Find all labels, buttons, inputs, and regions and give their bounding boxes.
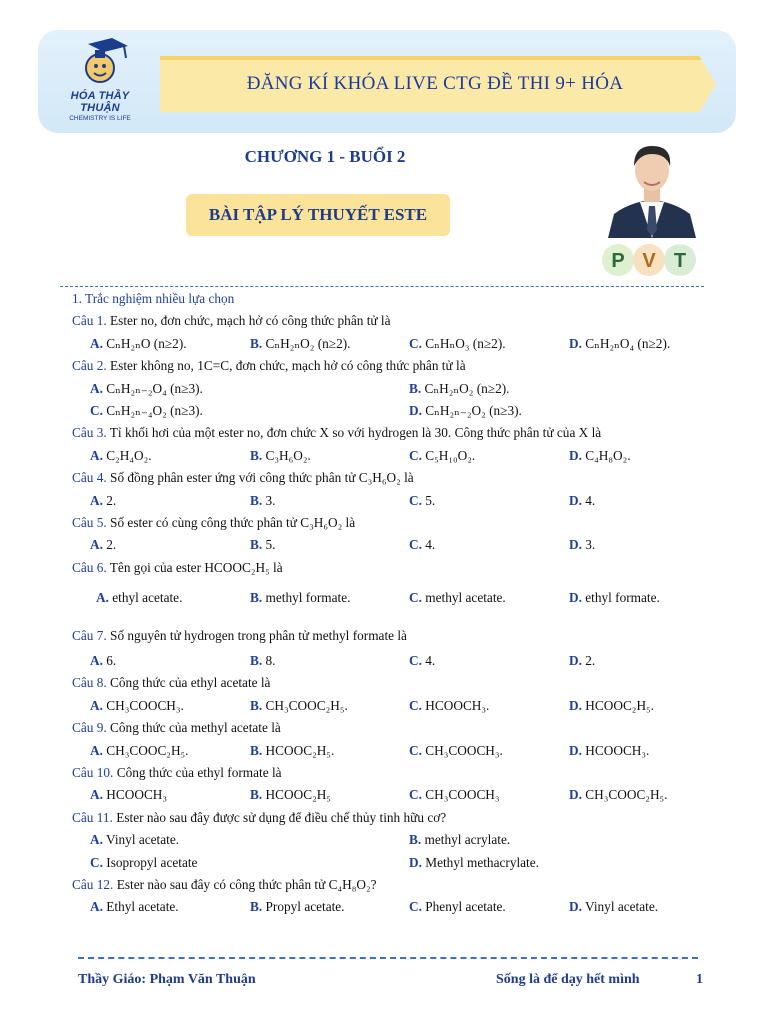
page-number: 1 xyxy=(696,972,703,987)
option-a: A. Ethyl acetate. xyxy=(90,899,179,915)
question-number: Câu 3. xyxy=(72,425,107,441)
question-6 xyxy=(72,557,712,579)
option-c: C. 5. xyxy=(409,492,436,508)
option-d: D. 2. xyxy=(569,653,596,669)
question-11 xyxy=(72,807,712,829)
pvt-letter-v: V xyxy=(642,250,656,272)
options-row xyxy=(72,896,712,918)
footer-teacher: Thầy Giáo: Phạm Văn Thuận xyxy=(78,972,256,987)
question-8 xyxy=(72,672,712,694)
question-text: Công thức của methyl acetate là xyxy=(106,720,281,736)
question-number: Câu 1. xyxy=(72,313,107,329)
options-row xyxy=(72,400,712,422)
question-1 xyxy=(72,310,712,332)
option-b: B. HCOOC₂H₅ xyxy=(250,787,331,803)
option-d: D. Vinyl acetate. xyxy=(569,899,659,915)
question-text: Ester no, đơn chức, mạch hở có công thức phân tử là xyxy=(106,313,391,329)
lesson-heading: BÀI TẬP LÝ THUYẾT ESTE xyxy=(208,205,428,224)
question-number: Câu 12. xyxy=(72,876,114,892)
question-text: Tỉ khối hơi của một ester no, đơn chức X so với hydrogen là 30. Công thức phân tử của X là xyxy=(106,425,602,441)
option-a: A. Vinyl acetate. xyxy=(90,832,180,848)
option-a: A. CH₃COOC₂H₅. xyxy=(90,742,189,758)
option-a: A. ethyl acetate. xyxy=(96,590,183,606)
question-text: Số đồng phân ester ứng với công thức phân tử C₃H₆O₂ là xyxy=(106,470,414,486)
option-c: C. CH₃COOCH₃ xyxy=(409,787,500,803)
options-row xyxy=(72,784,712,806)
question-number: Câu 11. xyxy=(72,809,113,825)
question-text: Công thức của ethyl formate là xyxy=(113,765,282,781)
question-4 xyxy=(72,467,712,489)
option-c: C. 4. xyxy=(409,537,436,553)
logo xyxy=(52,90,148,122)
options-row xyxy=(72,829,712,851)
options-row xyxy=(72,650,712,672)
option-c: C. Phenyl acetate. xyxy=(409,899,506,915)
option-d: D. Methyl methacrylate. xyxy=(409,854,539,870)
option-b: B. methyl formate. xyxy=(250,590,351,606)
option-c: C. CₙHₙO₃ (n≥2). xyxy=(409,335,506,351)
option-c: C. CₙH₂ₙ₋₄O₂ (n≥3). xyxy=(90,402,203,418)
options-row xyxy=(72,695,712,717)
pvt-letter-p: P xyxy=(611,250,625,272)
option-c: C. CH₃COOCH₃. xyxy=(409,742,503,758)
page-title: ĐĂNG KÍ KHÓA LIVE CTG ĐỀ THI 9+ HÓA xyxy=(246,73,624,94)
section-title: 1. Trắc nghiệm nhiều lựa chọn xyxy=(72,291,235,306)
logo-tagline: CHEMISTRY IS LIFE xyxy=(69,115,131,122)
question-text: Số ester có cùng công thức phân tử C₃H₆O₂ là xyxy=(106,514,356,530)
option-d: D. CₙH₂ₙ₋₂O₂ (n≥3). xyxy=(409,402,522,418)
option-d: D. 3. xyxy=(569,537,596,553)
question-3 xyxy=(72,422,712,444)
option-a: A. 2. xyxy=(90,537,117,553)
question-number: Câu 10. xyxy=(72,765,114,781)
option-b: B. CH₃COOC₂H₅. xyxy=(250,697,348,713)
option-b: B. CₙH₂ₙO₂ (n≥2). xyxy=(409,380,510,396)
options-row xyxy=(72,579,712,617)
question-2 xyxy=(72,355,712,377)
question-text: Tên gọi của ester HCOOC₂H₅ là xyxy=(106,559,283,575)
option-c: C. methyl acetate. xyxy=(409,590,506,606)
option-a: A. 6. xyxy=(90,653,117,669)
question-number: Câu 9. xyxy=(72,720,107,736)
option-b: B. C₃H₆O₂. xyxy=(250,447,311,463)
option-b: B. methyl acrylate. xyxy=(409,832,511,848)
options-row xyxy=(72,378,712,400)
option-d: D. CH₃COOC₂H₅. xyxy=(569,787,668,803)
question-number: Câu 6. xyxy=(72,559,107,575)
options-row xyxy=(72,852,712,874)
question-9 xyxy=(72,717,712,739)
options-row xyxy=(72,490,712,512)
question-text: Công thức của ethyl acetate là xyxy=(106,675,271,691)
option-b: B. HCOOC₂H₅. xyxy=(250,742,335,758)
options-row xyxy=(72,740,712,762)
question-7 xyxy=(72,617,712,644)
question-number: Câu 8. xyxy=(72,675,107,691)
option-d: D. 4. xyxy=(569,492,596,508)
options-row xyxy=(72,445,712,467)
option-c: C. C₅H₁₀O₂. xyxy=(409,447,476,463)
option-d: D. HCOOCH₃. xyxy=(569,742,650,758)
question-5 xyxy=(72,512,712,534)
option-a: A. CₙH₂ₙO (n≥2). xyxy=(90,335,187,351)
option-a: A. HCOOCH₃ xyxy=(90,787,168,803)
options-row xyxy=(72,534,712,556)
footer-slogan: Sống là để dạy hết mình xyxy=(496,972,640,987)
options-row xyxy=(72,333,712,355)
option-a: A. CₙH₂ₙ₋₂O₄ (n≥3). xyxy=(90,380,203,396)
option-d: D. CₙH₂ₙO₄ (n≥2). xyxy=(569,335,671,351)
option-b: B. CₙH₂ₙO₂ (n≥2). xyxy=(250,335,351,351)
question-12 xyxy=(72,874,712,896)
option-c: C. HCOOCH₃. xyxy=(409,697,490,713)
divider-top xyxy=(60,286,704,287)
option-d: D. C₄H₈O₂. xyxy=(569,447,631,463)
option-b: B. 3. xyxy=(250,492,276,508)
question-number: Câu 4. xyxy=(72,470,107,486)
question-number: Câu 5. xyxy=(72,514,107,530)
question-10 xyxy=(72,762,712,784)
question-text: Ester không no, 1C=C, đơn chức, mạch hở có công thức phân tử là xyxy=(106,358,466,374)
question-list xyxy=(72,288,712,919)
option-d: D. ethyl formate. xyxy=(569,590,660,606)
logo-brand: HÓA THẦY THUẬN xyxy=(70,90,130,114)
option-b: B. 8. xyxy=(250,653,276,669)
question-number: Câu 7. xyxy=(72,628,107,644)
option-a: A. C₂H₄O₂. xyxy=(90,447,152,463)
option-a: A. CH₃COOCH₃. xyxy=(90,697,184,713)
option-b: B. 5. xyxy=(250,537,276,553)
option-d: D. HCOOC₂H₅. xyxy=(569,697,655,713)
question-number: Câu 2. xyxy=(72,358,107,374)
question-text: Số nguyên tử hydrogen trong phân tử methyl formate là xyxy=(106,628,407,644)
option-c: C. Isopropyl acetate xyxy=(90,854,198,870)
pvt-letter-t: T xyxy=(673,250,687,272)
question-text: Ester nào sau đây được sử dụng để điều chế thủy tinh hữu cơ? xyxy=(112,809,447,825)
pvt-badge xyxy=(602,241,696,279)
option-c: C. 4. xyxy=(409,653,436,669)
divider-bottom xyxy=(78,957,698,959)
question-text: Ester nào sau đây có công thức phân tử C₄H₈O₂? xyxy=(113,876,377,892)
option-a: A. 2. xyxy=(90,492,117,508)
teacher-photo xyxy=(600,138,704,238)
chapter-heading: CHƯƠNG 1 - BUỔI 2 xyxy=(244,147,406,166)
option-b: B. Propyl acetate. xyxy=(250,899,345,915)
